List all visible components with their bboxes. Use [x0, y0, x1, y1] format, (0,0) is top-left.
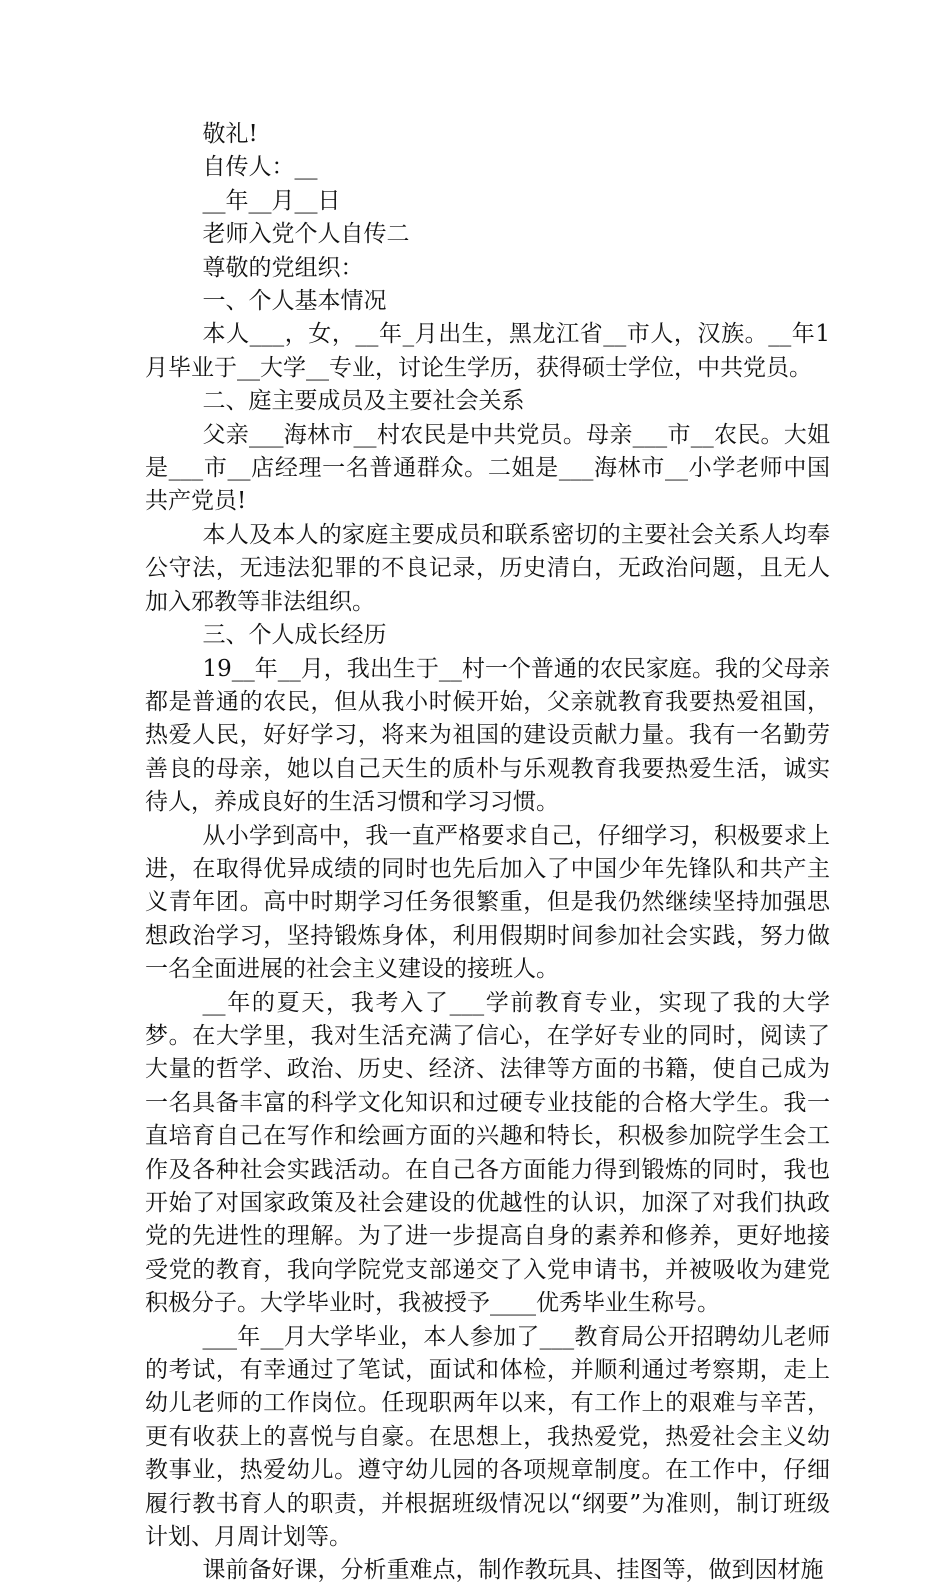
document-body: [145, 118, 830, 1588]
paragraph-family-members: 父亲___海林市__村农民是中共党员。母亲___市__农民。大姐是___市__店经理一名普通群众。二姐是___海林市__小学老师中国共产党员!: [145, 421, 830, 515]
paragraph-lesson-prep: 课前备好课，分析重难点，制作教玩具、挂图等，做到因材施: [202, 1557, 824, 1584]
heading-family: 二、庭主要成员及主要社会关系: [202, 388, 525, 415]
paragraph-school: 从小学到高中，我一直严格要求自己，仔细学习，积极要求上进，在取得优异成绩的同时也先后加入了中国少年先锋队和共产主义青年团。高中时期学习任务很繁重，但是我仍然继续坚持加强思想政治学习，坚持锻炼身体，利用假期时间参加社会实践，努力做一名全面进展的社会主义建设的接班人。: [145, 822, 830, 983]
author-signature: 自传人：__: [202, 154, 318, 181]
heading-growth: 三、个人成长经历: [202, 622, 387, 649]
paragraph-family-record: 本人及本人的家庭主要成员和联系密切的主要社会关系人均奉公守法，无违法犯罪的不良记录，历史清白，无政治问题，且无人加入邪教等非法组织。: [145, 521, 830, 615]
paragraph-work: ___年__月大学毕业，本人参加了___教育局公开招聘幼儿老师的考试，有幸通过了笔试，面试和体检，并顺利通过考察期，走上幼儿老师的工作岗位。任现职两年以来，有工作上的艰难与辛苦，更有收获上的喜悦与自豪。在思想上，我热爱党，热爱社会主义幼教事业，热爱幼儿。遵守幼儿园的各项规章制度。在工作中，仔细履行教书育人的职责，并根据班级情况以“纲要”为准则，制订班级计划、月周计划等。: [145, 1323, 830, 1551]
salutation: 尊敬的党组织：: [202, 254, 364, 281]
section-title: 老师入党个人自传二: [202, 221, 410, 248]
paragraph-basic-info: 本人___，女，__年_月出生，黑龙江省__市人，汉族。__年1月毕业于__大学__专业，讨论生学历，获得硕士学位，中共党员。: [145, 321, 830, 381]
paragraph-university: __年的夏天，我考入了___学前教育专业，实现了我的大学梦。在大学里，我对生活充满了信心，在学好专业的同时，阅读了大量的哲学、政治、历史、经济、法律等方面的书籍，使自己成为一名具备丰富的科学文化知识和过硬专业技能的合格大学生。我一直培育自己在写作和绘画方面的兴趣和特长，积极参加院学生会工作及各种社会实践活动。在自己各方面能力得到锻炼的同时，我也开始了对国家政策及社会建设的优越性的认识，加深了对我们执政党的先进性的理解。为了进一步提高自身的素养和修养，更好地接受党的教育，我向学院党支部递交了入党申请书，并被吸收为建党积极分子。大学毕业时，我被授予____优秀毕业生称号。: [145, 989, 830, 1317]
closing-salutation: 敬礼!: [202, 121, 258, 147]
heading-basic-info: 一、个人基本情况: [202, 288, 387, 315]
paragraph-childhood: 19__年__月，我出生于__村一个普通的农民家庭。我的父母亲都是普通的农民，但从我小时候开始，父亲就教育我要热爱祖国，热爱人民，好好学习，将来为祖国的建设贡献力量。我有一名勤劳善良的母亲，她以自己天生的质朴与乐观教育我要热爱生活，诚实待人，养成良好的生活习惯和学习习惯。: [145, 655, 830, 816]
signature-date: __年__月__日: [202, 187, 341, 214]
